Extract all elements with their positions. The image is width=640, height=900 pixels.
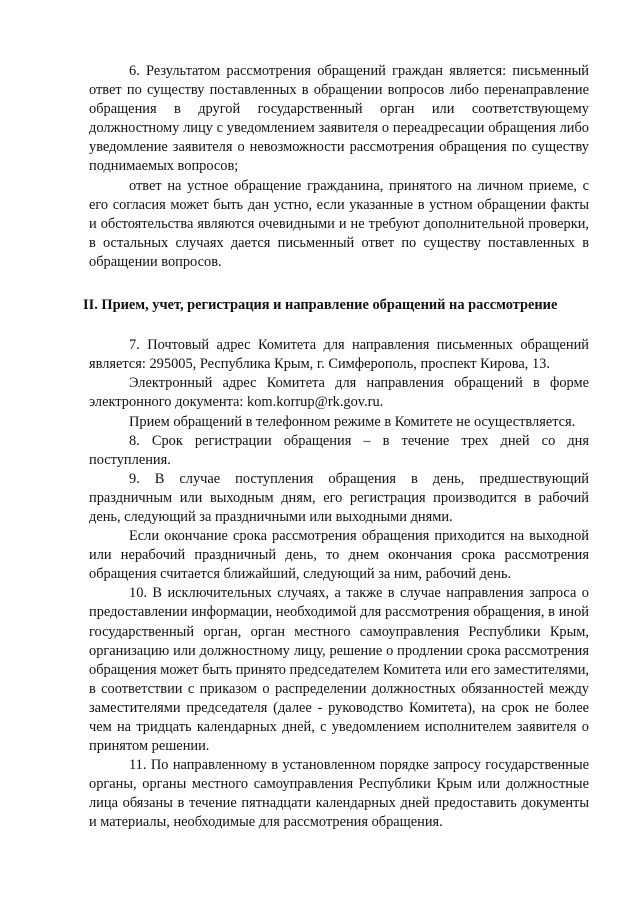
document-page: [83, 62, 589, 833]
paragraph-9-holidays: 9. В случае поступления обращения в день, предшествующий праздничным или выходным дням, его регистрация производится в рабочий день, следующий за праздничными или выходными днями.: [89, 470, 589, 525]
paragraph-deadline-holiday: Если окончание срока рассмотрения обращения приходится на выходной или нерабочий праздничный день, то днем окончания срока рассмотрения обращения считается ближайший, следующий за ним, рабочий день.: [89, 528, 589, 583]
paragraph-10-extension: 10. В исключительных случаях, а также в случае направления запроса о предоставлении информации, необходимой для рассмотрения обращения, в иной государственный орган, орган местного самоуправления Республики Крым, организацию или должностному лицу, решение о продлении срока рассмотрения обращения может быть принято председателем Комитета или его заместителями, в соответствии с приказом о распределении должностных обязанностей между заместителями председателя (далее - руководство Комитета), на срок не более чем на тридцать календарных дней, с уведомлением исполнителем заявителя о принятом решении.: [89, 585, 589, 755]
paragraph-7-postal-address: 7. Почтовый адрес Комитета для направления письменных обращений является: 295005, Республика Крым, г. Симферополь, проспект Кирова, 13.: [89, 337, 589, 373]
paragraph-email-address: Электронный адрес Комитета для направления обращений в форме электронного документа: kom.korrup@rk.gov.ru.: [89, 375, 589, 411]
section-heading: II. Прием, учет, регистрация и направление обращений на рассмотрение: [83, 297, 558, 314]
paragraph-11-requests: 11. По направленному в установленном порядке запросу государственные органы, органы местного самоуправления Республики Крым или должностные лица обязаны в течение пятнадцати календарных дней предоставить документы и материалы, необходимые для рассмотрения обращения.: [89, 757, 589, 831]
paragraph-oral-answer: ответ на устное обращение гражданина, принятого на личном приеме, с его согласия может быть дан устно, если указанные в устном обращении факты и обстоятельства являются очевидными и не требуют дополнительной проверки, в остальных случаях дается письменный ответ по существу поставленных в обращении вопросов.: [89, 177, 589, 270]
paragraph-6-result: 6. Результатом рассмотрения обращений граждан является: письменный ответ по существу поставленных в обращении вопросов либо перенаправление обращения в другой государственный орган или соответствующему должностному лицу с уведомлением заявителя о переадресации обращения либо уведомление заявителя о невозможности рассмотрения обращения по существу поднимаемых вопросов;: [89, 63, 589, 175]
paragraph-phone-reception: Прием обращений в телефонном режиме в Комитете не осуществляется.: [129, 413, 576, 430]
paragraph-8-registration-term: 8. Срок регистрации обращения – в течение трех дней со дня поступления.: [89, 432, 589, 468]
